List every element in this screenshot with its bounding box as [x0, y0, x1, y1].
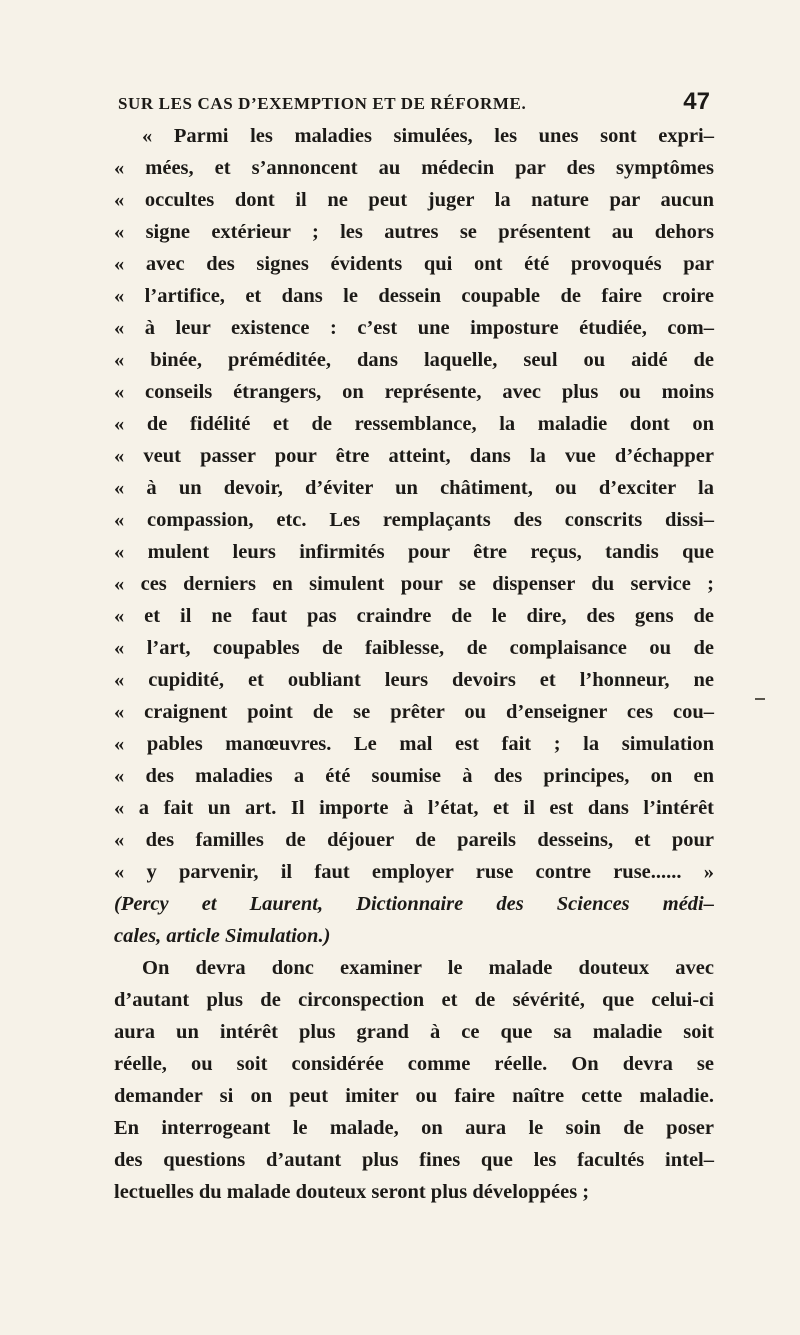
citation-text: cales, article Simulation.): [114, 925, 331, 947]
text-line: « des maladies a été soumise à des principes, on en: [114, 765, 714, 787]
text-line: « craignent point de se prêter ou d’enseigner ces cou–: [114, 701, 714, 723]
citation-line: [114, 888, 714, 920]
text-line: « ces derniers en simulent pour se dispenser du service ;: [114, 573, 714, 595]
text-line: « binée, préméditée, dans laquelle, seul ou aidé de: [114, 349, 714, 371]
text-line: « et il ne faut pas craindre de le dire, des gens de: [114, 605, 714, 627]
page-header: [110, 88, 710, 118]
text-line: « de fidélité et de ressemblance, la maladie dont on: [114, 413, 714, 435]
text-line: « conseils étrangers, on représente, avec plus ou moins: [114, 381, 714, 403]
text-line: « mulent leurs infirmités pour être reçus, tandis que: [114, 541, 714, 563]
text-line: « des familles de déjouer de pareils desseins, et pour: [114, 829, 714, 851]
text-line: « occultes dont il ne peut juger la nature par aucun: [114, 189, 714, 211]
text-line: réelle, ou soit considérée comme réelle. On devra se: [114, 1053, 714, 1075]
page-body: [114, 120, 714, 1208]
text-line: demander si on peut imiter ou faire naître cette maladie.: [114, 1085, 714, 1107]
text-line: « pables manœuvres. Le mal est fait ; la simulation: [114, 733, 714, 755]
text-line: aura un intérêt plus grand à ce que sa maladie soit: [114, 1021, 714, 1043]
page-number: 47: [683, 88, 710, 115]
running-head: SUR LES CAS D’EXEMPTION ET DE RÉFORME.: [118, 94, 527, 113]
text-line: « l’art, coupables de faiblesse, de complaisance ou de: [114, 637, 714, 659]
text-line: « a fait un art. Il importe à l’état, et il est dans l’intérêt: [114, 797, 714, 819]
text-line: d’autant plus de circonspection et de sévérité, que celui-ci: [114, 989, 714, 1011]
text-line: « compassion, etc. Les remplaçants des conscrits dissi–: [114, 509, 714, 531]
text-line: « veut passer pour être atteint, dans la vue d’échapper: [114, 445, 714, 467]
text-line: « l’artifice, et dans le dessein coupable de faire croire: [114, 285, 714, 307]
text-line: On devra donc examiner le malade douteux avec: [142, 957, 714, 979]
margin-mark: [755, 698, 765, 700]
text-line: « mées, et s’annoncent au médecin par des symptômes: [114, 157, 714, 179]
text-line: « à leur existence : c’est une imposture étudiée, com–: [114, 317, 714, 339]
text-line: « avec des signes évidents qui ont été provoqués par: [114, 253, 714, 275]
text-line: « cupidité, et oubliant leurs devoirs et l’honneur, ne: [114, 669, 714, 691]
text-line: « y parvenir, il faut employer ruse contre ruse...... »: [114, 861, 714, 883]
text-line: des questions d’autant plus fines que les facultés intel–: [114, 1149, 714, 1171]
text-line: lectuelles du malade douteux seront plus développées ;: [114, 1181, 590, 1203]
citation-line: [114, 920, 714, 952]
text-line: En interrogeant le malade, on aura le soin de poser: [114, 1117, 714, 1139]
text-line: « signe extérieur ; les autres se présentent au dehors: [114, 221, 714, 243]
citation-text: (Percy et Laurent, Dictionnaire des Sciences médi–: [114, 893, 714, 915]
text-line: « Parmi les maladies simulées, les unes sont expri–: [142, 125, 714, 147]
text-line: « à un devoir, d’éviter un châtiment, ou d’exciter la: [114, 477, 714, 499]
